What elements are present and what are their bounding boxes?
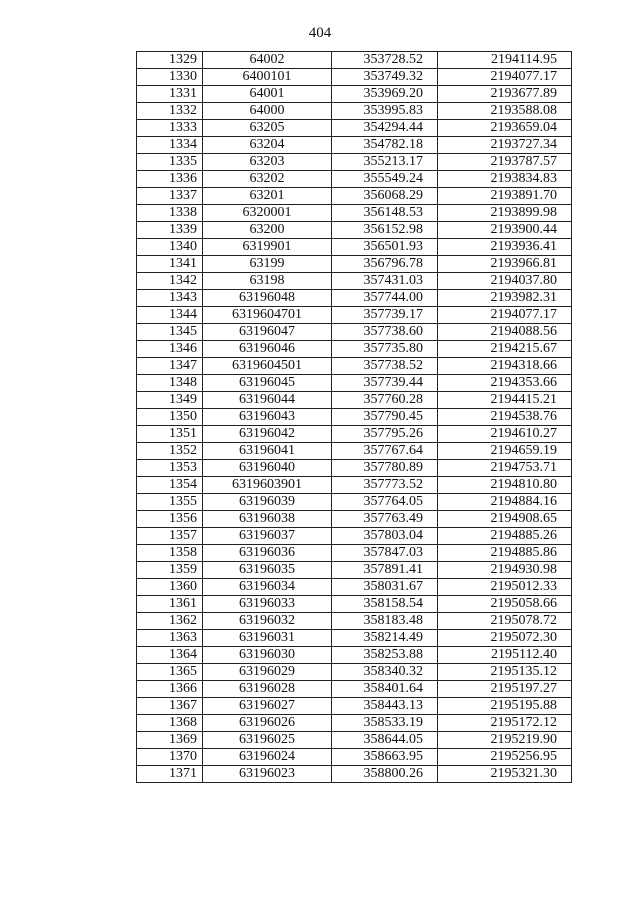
y-coordinate-cell: 2194088.56: [438, 324, 572, 341]
x-coordinate-cell: 357767.64: [332, 443, 438, 460]
table-row: [137, 171, 572, 188]
row-number-cell: 1336: [137, 171, 203, 188]
y-coordinate-cell: 2195078.72: [438, 613, 572, 630]
table-row: [137, 647, 572, 664]
table-row: [137, 749, 572, 766]
row-number-cell: 1351: [137, 426, 203, 443]
point-id-cell: 63196040: [203, 460, 332, 477]
table-row: [137, 307, 572, 324]
y-coordinate-cell: 2195197.27: [438, 681, 572, 698]
table-row: [137, 681, 572, 698]
row-number-cell: 1363: [137, 630, 203, 647]
point-id-cell: 63203: [203, 154, 332, 171]
row-number-cell: 1360: [137, 579, 203, 596]
x-coordinate-cell: 354294.44: [332, 120, 438, 137]
x-coordinate-cell: 354782.18: [332, 137, 438, 154]
y-coordinate-cell: 2194114.95: [438, 52, 572, 69]
point-id-cell: 63196048: [203, 290, 332, 307]
point-id-cell: 63198: [203, 273, 332, 290]
x-coordinate-cell: 357795.26: [332, 426, 438, 443]
x-coordinate-cell: 357744.00: [332, 290, 438, 307]
row-number-cell: 1371: [137, 766, 203, 783]
x-coordinate-cell: 355549.24: [332, 171, 438, 188]
y-coordinate-cell: 2194930.98: [438, 562, 572, 579]
y-coordinate-cell: 2195256.95: [438, 749, 572, 766]
x-coordinate-cell: 357738.52: [332, 358, 438, 375]
y-coordinate-cell: 2194885.86: [438, 545, 572, 562]
row-number-cell: 1365: [137, 664, 203, 681]
table-row: [137, 341, 572, 358]
table-row: [137, 732, 572, 749]
x-coordinate-cell: 358800.26: [332, 766, 438, 783]
x-coordinate-cell: 356796.78: [332, 256, 438, 273]
point-id-cell: 63196030: [203, 647, 332, 664]
row-number-cell: 1349: [137, 392, 203, 409]
point-id-cell: 63196045: [203, 375, 332, 392]
x-coordinate-cell: 357739.17: [332, 307, 438, 324]
table-row: [137, 613, 572, 630]
row-number-cell: 1344: [137, 307, 203, 324]
x-coordinate-cell: 356068.29: [332, 188, 438, 205]
point-id-cell: 6319604701: [203, 307, 332, 324]
y-coordinate-cell: 2194037.80: [438, 273, 572, 290]
row-number-cell: 1332: [137, 103, 203, 120]
row-number-cell: 1354: [137, 477, 203, 494]
point-id-cell: 63196039: [203, 494, 332, 511]
y-coordinate-cell: 2193834.83: [438, 171, 572, 188]
point-id-cell: 63196041: [203, 443, 332, 460]
row-number-cell: 1367: [137, 698, 203, 715]
table-row: [137, 273, 572, 290]
row-number-cell: 1362: [137, 613, 203, 630]
table-body: [137, 52, 572, 783]
x-coordinate-cell: 353749.32: [332, 69, 438, 86]
table-row: [137, 494, 572, 511]
table-row: [137, 52, 572, 69]
row-number-cell: 1359: [137, 562, 203, 579]
table-row: [137, 375, 572, 392]
coordinates-table: [136, 51, 572, 783]
point-id-cell: 63196033: [203, 596, 332, 613]
x-coordinate-cell: 356501.93: [332, 239, 438, 256]
point-id-cell: 6400101: [203, 69, 332, 86]
point-id-cell: 63200: [203, 222, 332, 239]
table-row: [137, 290, 572, 307]
point-id-cell: 6320001: [203, 205, 332, 222]
table-row: [137, 239, 572, 256]
point-id-cell: 63196029: [203, 664, 332, 681]
x-coordinate-cell: 357764.05: [332, 494, 438, 511]
table-row: [137, 103, 572, 120]
row-number-cell: 1347: [137, 358, 203, 375]
table-row: [137, 596, 572, 613]
x-coordinate-cell: 358031.67: [332, 579, 438, 596]
y-coordinate-cell: 2193936.41: [438, 239, 572, 256]
x-coordinate-cell: 357739.44: [332, 375, 438, 392]
table-row: [137, 698, 572, 715]
y-coordinate-cell: 2194077.17: [438, 69, 572, 86]
x-coordinate-cell: 358253.88: [332, 647, 438, 664]
x-coordinate-cell: 357431.03: [332, 273, 438, 290]
row-number-cell: 1342: [137, 273, 203, 290]
table-row: [137, 137, 572, 154]
point-id-cell: 63196037: [203, 528, 332, 545]
row-number-cell: 1366: [137, 681, 203, 698]
point-id-cell: 63196024: [203, 749, 332, 766]
row-number-cell: 1331: [137, 86, 203, 103]
table-row: [137, 120, 572, 137]
y-coordinate-cell: 2195135.12: [438, 664, 572, 681]
y-coordinate-cell: 2194610.27: [438, 426, 572, 443]
point-id-cell: 6319604501: [203, 358, 332, 375]
row-number-cell: 1339: [137, 222, 203, 239]
table-row: [137, 443, 572, 460]
point-id-cell: 63196036: [203, 545, 332, 562]
x-coordinate-cell: 353995.83: [332, 103, 438, 120]
row-number-cell: 1353: [137, 460, 203, 477]
x-coordinate-cell: 358443.13: [332, 698, 438, 715]
y-coordinate-cell: 2195058.66: [438, 596, 572, 613]
row-number-cell: 1368: [137, 715, 203, 732]
x-coordinate-cell: 358533.19: [332, 715, 438, 732]
point-id-cell: 63196046: [203, 341, 332, 358]
y-coordinate-cell: 2193588.08: [438, 103, 572, 120]
table-row: [137, 256, 572, 273]
y-coordinate-cell: 2193966.81: [438, 256, 572, 273]
row-number-cell: 1329: [137, 52, 203, 69]
point-id-cell: 63196034: [203, 579, 332, 596]
row-number-cell: 1338: [137, 205, 203, 222]
table-row: [137, 664, 572, 681]
point-id-cell: 64001: [203, 86, 332, 103]
point-id-cell: 63196023: [203, 766, 332, 783]
table-row: [137, 630, 572, 647]
row-number-cell: 1364: [137, 647, 203, 664]
point-id-cell: 63196047: [203, 324, 332, 341]
y-coordinate-cell: 2194810.80: [438, 477, 572, 494]
y-coordinate-cell: 2194659.19: [438, 443, 572, 460]
x-coordinate-cell: 357738.60: [332, 324, 438, 341]
table-row: [137, 460, 572, 477]
x-coordinate-cell: 358401.64: [332, 681, 438, 698]
point-id-cell: 64002: [203, 52, 332, 69]
row-number-cell: 1334: [137, 137, 203, 154]
row-number-cell: 1348: [137, 375, 203, 392]
row-number-cell: 1341: [137, 256, 203, 273]
row-number-cell: 1335: [137, 154, 203, 171]
point-id-cell: 63196042: [203, 426, 332, 443]
y-coordinate-cell: 2195195.88: [438, 698, 572, 715]
table-row: [137, 154, 572, 171]
y-coordinate-cell: 2194215.67: [438, 341, 572, 358]
x-coordinate-cell: 357763.49: [332, 511, 438, 528]
x-coordinate-cell: 358340.32: [332, 664, 438, 681]
x-coordinate-cell: 353969.20: [332, 86, 438, 103]
row-number-cell: 1345: [137, 324, 203, 341]
x-coordinate-cell: 355213.17: [332, 154, 438, 171]
point-id-cell: 63196031: [203, 630, 332, 647]
x-coordinate-cell: 357773.52: [332, 477, 438, 494]
x-coordinate-cell: 357780.89: [332, 460, 438, 477]
x-coordinate-cell: 357847.03: [332, 545, 438, 562]
table-row: [137, 324, 572, 341]
row-number-cell: 1361: [137, 596, 203, 613]
point-id-cell: 6319901: [203, 239, 332, 256]
x-coordinate-cell: 357760.28: [332, 392, 438, 409]
y-coordinate-cell: 2194885.26: [438, 528, 572, 545]
table-row: [137, 409, 572, 426]
point-id-cell: 63201: [203, 188, 332, 205]
y-coordinate-cell: 2194908.65: [438, 511, 572, 528]
point-id-cell: 63199: [203, 256, 332, 273]
y-coordinate-cell: 2193891.70: [438, 188, 572, 205]
row-number-cell: 1352: [137, 443, 203, 460]
table-row: [137, 562, 572, 579]
point-id-cell: 63196035: [203, 562, 332, 579]
table-row: [137, 222, 572, 239]
point-id-cell: 6319603901: [203, 477, 332, 494]
point-id-cell: 63196044: [203, 392, 332, 409]
point-id-cell: 63202: [203, 171, 332, 188]
row-number-cell: 1355: [137, 494, 203, 511]
table-row: [137, 426, 572, 443]
row-number-cell: 1343: [137, 290, 203, 307]
row-number-cell: 1337: [137, 188, 203, 205]
table-row: [137, 477, 572, 494]
table-row: [137, 511, 572, 528]
y-coordinate-cell: 2193677.89: [438, 86, 572, 103]
y-coordinate-cell: 2195012.33: [438, 579, 572, 596]
row-number-cell: 1330: [137, 69, 203, 86]
point-id-cell: 64000: [203, 103, 332, 120]
table-row: [137, 392, 572, 409]
row-number-cell: 1358: [137, 545, 203, 562]
y-coordinate-cell: 2194353.66: [438, 375, 572, 392]
y-coordinate-cell: 2195321.30: [438, 766, 572, 783]
y-coordinate-cell: 2193900.44: [438, 222, 572, 239]
x-coordinate-cell: 356148.53: [332, 205, 438, 222]
table-row: [137, 579, 572, 596]
point-id-cell: 63196027: [203, 698, 332, 715]
x-coordinate-cell: 356152.98: [332, 222, 438, 239]
x-coordinate-cell: 358663.95: [332, 749, 438, 766]
row-number-cell: 1333: [137, 120, 203, 137]
y-coordinate-cell: 2194753.71: [438, 460, 572, 477]
x-coordinate-cell: 357735.80: [332, 341, 438, 358]
y-coordinate-cell: 2193982.31: [438, 290, 572, 307]
y-coordinate-cell: 2195112.40: [438, 647, 572, 664]
page-number: 404: [308, 25, 332, 41]
x-coordinate-cell: 358214.49: [332, 630, 438, 647]
table-row: [137, 69, 572, 86]
row-number-cell: 1369: [137, 732, 203, 749]
y-coordinate-cell: 2194538.76: [438, 409, 572, 426]
x-coordinate-cell: 353728.52: [332, 52, 438, 69]
table-row: [137, 205, 572, 222]
row-number-cell: 1340: [137, 239, 203, 256]
table-row: [137, 358, 572, 375]
row-number-cell: 1346: [137, 341, 203, 358]
x-coordinate-cell: 357790.45: [332, 409, 438, 426]
x-coordinate-cell: 357803.04: [332, 528, 438, 545]
point-id-cell: 63204: [203, 137, 332, 154]
point-id-cell: 63196038: [203, 511, 332, 528]
x-coordinate-cell: 357891.41: [332, 562, 438, 579]
y-coordinate-cell: 2194884.16: [438, 494, 572, 511]
x-coordinate-cell: 358158.54: [332, 596, 438, 613]
point-id-cell: 63196025: [203, 732, 332, 749]
y-coordinate-cell: 2195219.90: [438, 732, 572, 749]
table-row: [137, 528, 572, 545]
table-row: [137, 715, 572, 732]
y-coordinate-cell: 2194415.21: [438, 392, 572, 409]
table-row: [137, 545, 572, 562]
row-number-cell: 1350: [137, 409, 203, 426]
table-row: [137, 766, 572, 783]
y-coordinate-cell: 2194318.66: [438, 358, 572, 375]
y-coordinate-cell: 2193727.34: [438, 137, 572, 154]
y-coordinate-cell: 2193787.57: [438, 154, 572, 171]
table-row: [137, 188, 572, 205]
y-coordinate-cell: 2193899.98: [438, 205, 572, 222]
x-coordinate-cell: 358644.05: [332, 732, 438, 749]
y-coordinate-cell: 2193659.04: [438, 120, 572, 137]
point-id-cell: 63196043: [203, 409, 332, 426]
row-number-cell: 1370: [137, 749, 203, 766]
y-coordinate-cell: 2195172.12: [438, 715, 572, 732]
x-coordinate-cell: 358183.48: [332, 613, 438, 630]
y-coordinate-cell: 2195072.30: [438, 630, 572, 647]
point-id-cell: 63196026: [203, 715, 332, 732]
y-coordinate-cell: 2194077.17: [438, 307, 572, 324]
point-id-cell: 63196032: [203, 613, 332, 630]
point-id-cell: 63196028: [203, 681, 332, 698]
table-row: [137, 86, 572, 103]
point-id-cell: 63205: [203, 120, 332, 137]
row-number-cell: 1356: [137, 511, 203, 528]
row-number-cell: 1357: [137, 528, 203, 545]
